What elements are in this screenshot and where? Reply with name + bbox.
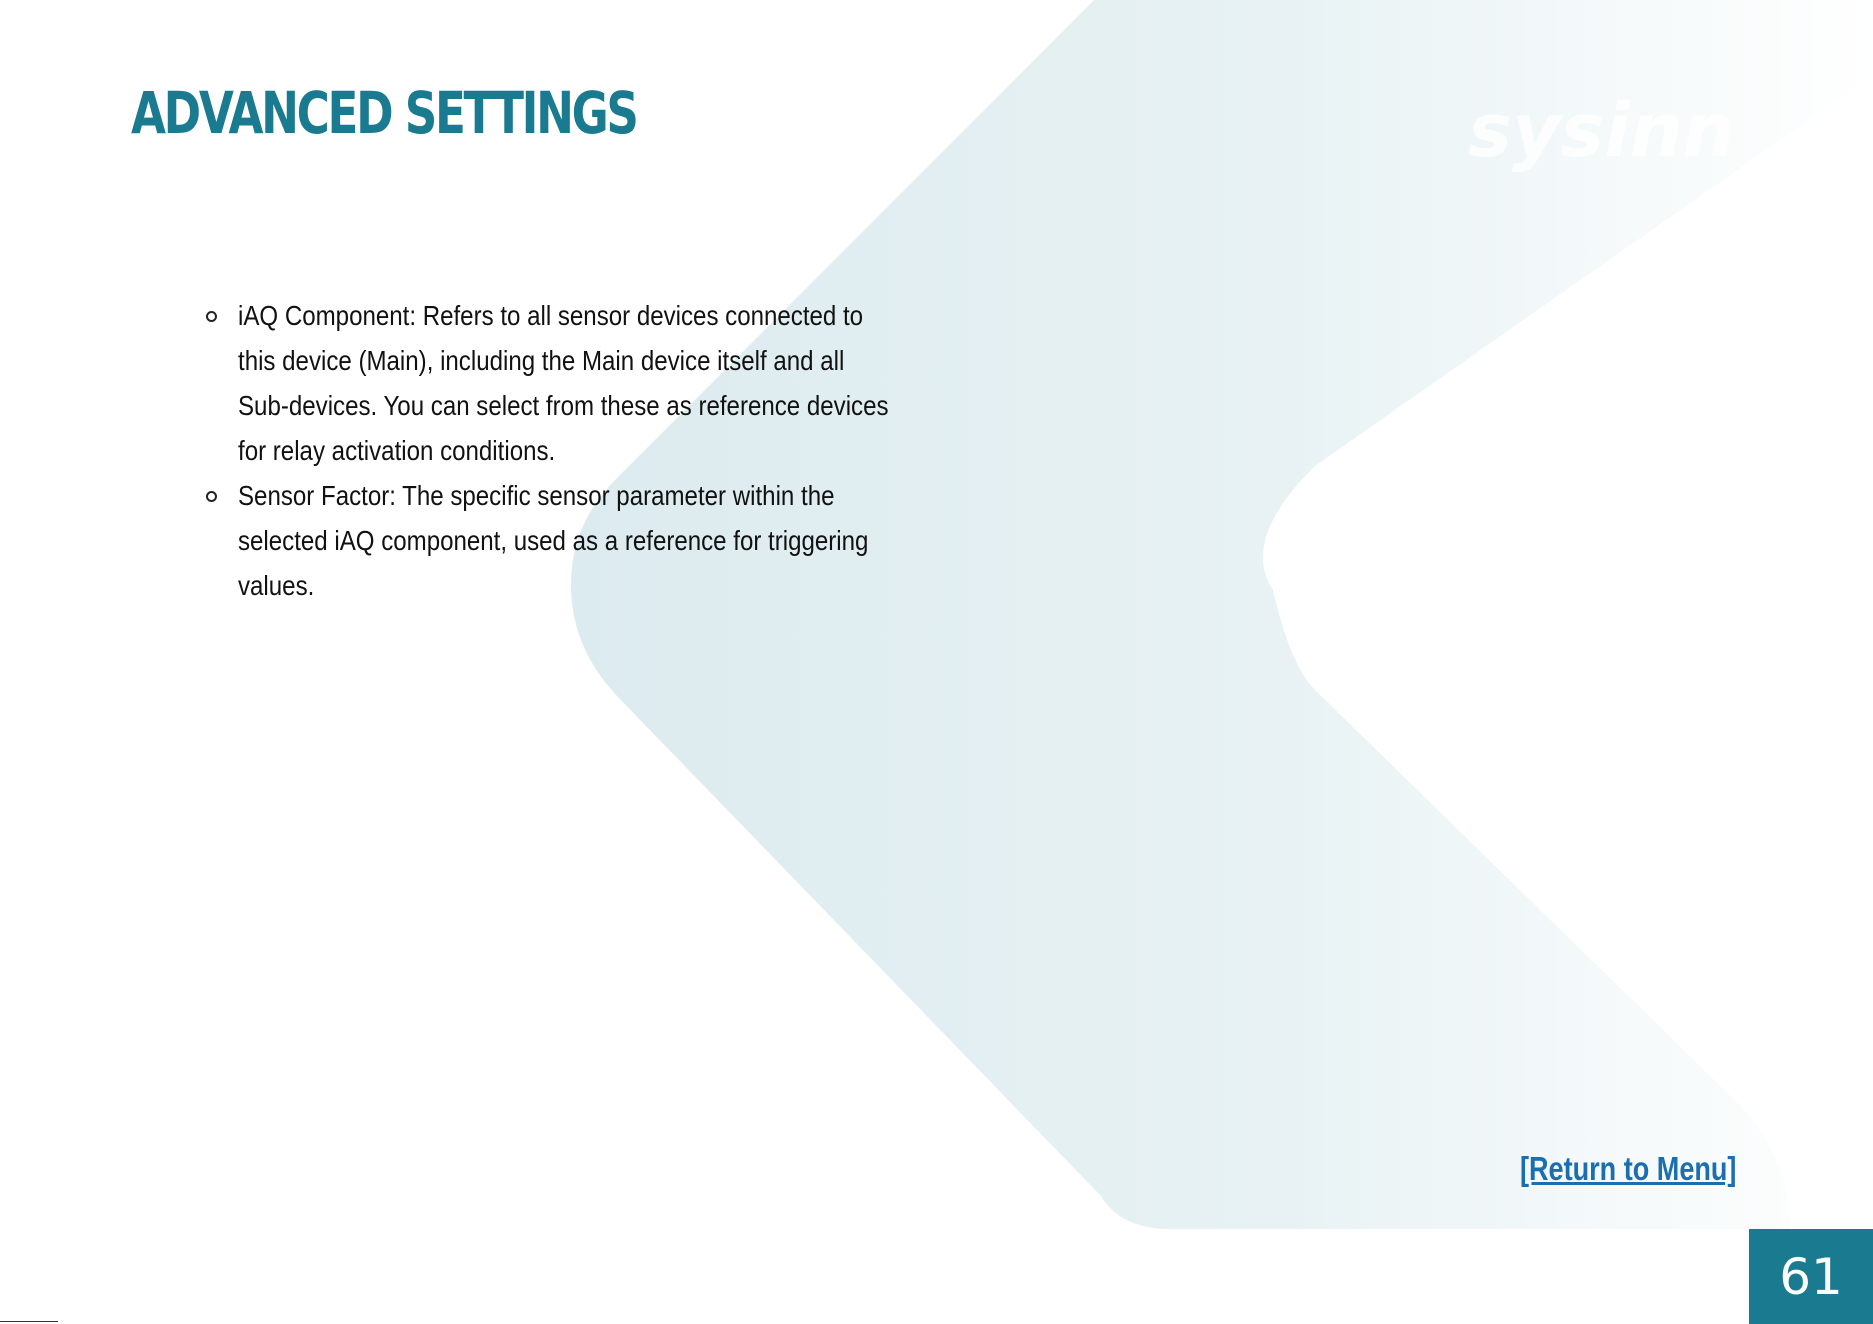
footnote-divider [0,1321,58,1322]
list-item-iaq-component [206,293,926,473]
hollow-circle-bullet-icon [206,491,217,502]
page-title: ADVANCED SETTINGS [131,79,637,147]
page-number-badge [1749,1229,1873,1324]
list-item-sensor-factor [206,473,926,608]
return-to-menu-link[interactable]: [Return to Menu] [1520,1150,1737,1187]
page-number: 61 [1779,1247,1843,1306]
settings-description-list [206,293,926,608]
hollow-circle-bullet-icon [206,311,217,322]
brand-watermark: sysinn [1468,88,1736,174]
list-item-text: Sensor Factor: The specific sensor parameter within the selected iAQ component, used as a reference for triggering values. [238,480,869,601]
list-item-text: iAQ Component: Refers to all sensor devices connected to this device (Main), including the Main device itself and all Sub-devices. You can select from these as reference devices for relay activation conditions. [238,300,889,466]
